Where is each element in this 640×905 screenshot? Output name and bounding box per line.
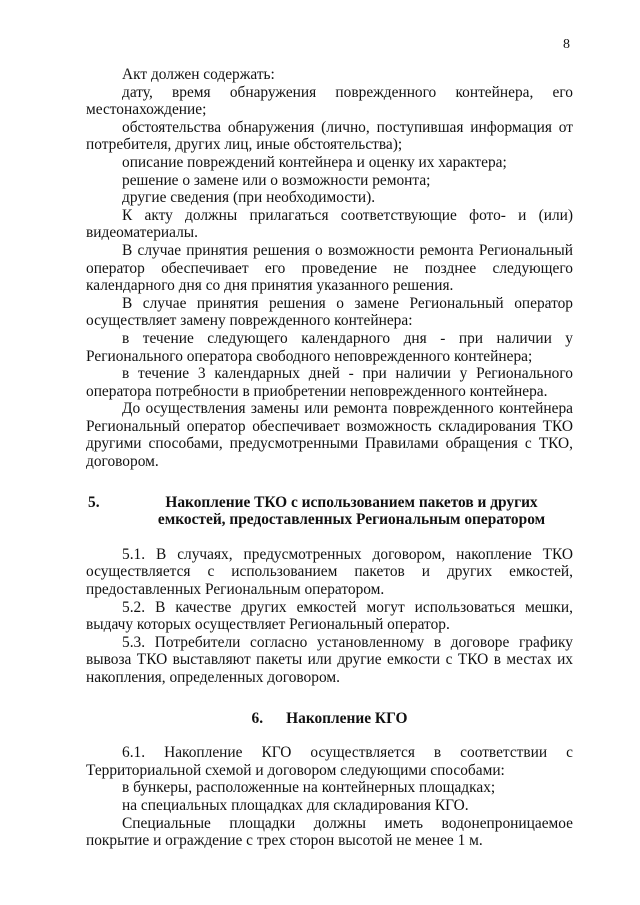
paragraph: Специальные площадки должны иметь водонепроницаемое покрытие и ограждение с трех сторон высотой не менее 1 м. (86, 814, 573, 850)
paragraph: 5.2. В качестве других емкостей могут использоваться мешки, выдачу которых осуществляет Региональный оператор. (86, 598, 573, 634)
paragraph: решение о замене или о возможности ремонта; (122, 171, 431, 189)
section-5-heading (86, 494, 573, 529)
paragraph: в течение 3 календарных дней - при наличии у Регионального оператора потребности в приобретении неповрежденного контейнера. (86, 365, 573, 400)
section-title: Накопление КГО (286, 709, 408, 727)
section-number: 6. (251, 709, 264, 727)
section-number: 5. (88, 493, 100, 511)
paragraph: В случае принятия решения о замене Региональный оператор осуществляет замену поврежденного контейнера: (86, 294, 573, 330)
paragraph: Акт должен содержать: (122, 66, 275, 83)
paragraph: описание повреждений контейнера и оценку их характера; (122, 153, 507, 171)
paragraph: В случае принятия решения о возможности ремонта Региональный оператор обеспечивает его проведение не позднее следующего календарного дня со дня принятия указанного решения. (86, 241, 573, 295)
paragraph: До осуществления замены или ремонта поврежденного контейнера Региональный оператор обеспечивает возможность складирования ТКО другими способами, предусмотренными Правилами обращения с ТКО, договором. (86, 400, 573, 471)
paragraph: дату, время обнаружения поврежденного контейнера, его местонахождение; (86, 83, 573, 119)
paragraph: обстоятельства обнаружения (лично, поступившая информация от потребителя, других лиц, иные обстоятельства); (86, 118, 573, 154)
paragraph: 5.3. Потребители согласно установленному в договоре графику вывоза ТКО выставляют пакеты или другие емкости с ТКО в местах их накопления, определенных договором. (86, 633, 573, 686)
section-title: Накопление ТКО с использованием пакетов и других емкостей, предоставленных Региональным оператором (157, 493, 546, 529)
paragraph: в бункеры, расположенные на контейнерных площадках; (122, 779, 496, 797)
paragraph: в течение следующего календарного дня - при наличии у Регионального оператора свободного неповрежденного контейнера; (86, 329, 573, 365)
paragraph: на специальных площадках для складирования КГО. (122, 796, 469, 814)
paragraph: 5.1. В случаях, предусмотренных договором, накопление ТКО осуществляется с использованием пакетов и других емкостей, предоставленных Региональным оператором. (86, 545, 573, 599)
paragraph: 6.1. Накопление КГО осуществляется в соответствии с Территориальной схемой и договором следующими способами: (86, 744, 573, 779)
paragraph: другие сведения (при необходимости). (122, 189, 376, 207)
page-number: 8 (563, 37, 570, 52)
section-6-heading (86, 710, 573, 728)
paragraph: К акту должны прилагаться соответствующие фото- и (или) видеоматериалы. (86, 206, 573, 242)
document-body (86, 66, 573, 850)
